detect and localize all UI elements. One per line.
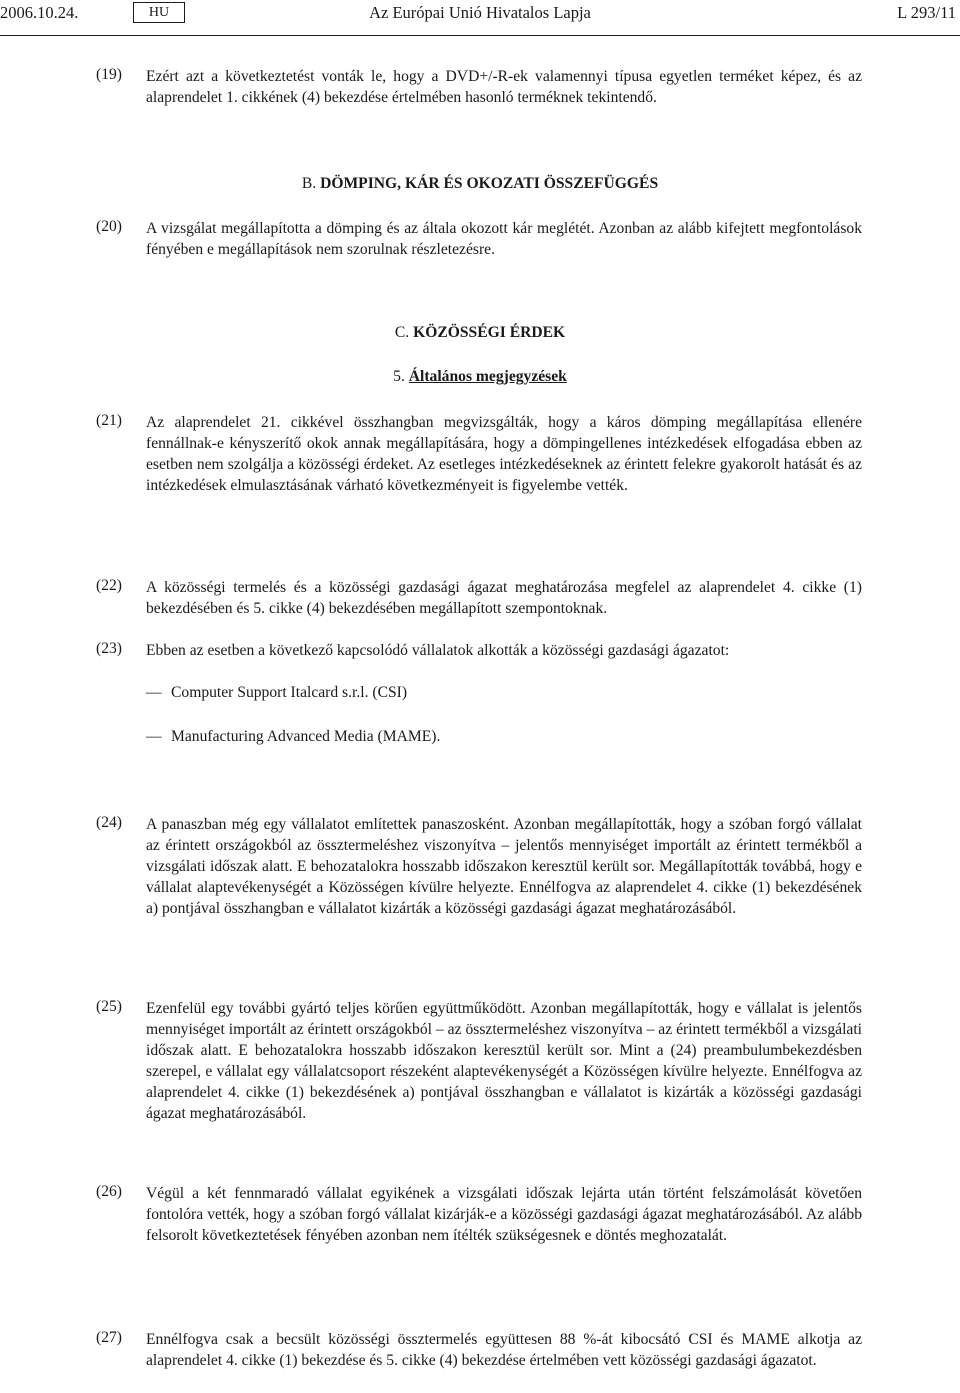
- paragraph-number: (19): [96, 66, 122, 83]
- paragraph-number: (22): [96, 577, 122, 594]
- paragraph-text: A vizsgálat megállapította a dömping és az általa okozott kár meglétét. Azonban az alább kifejtett megfontolások fényében e megállapítások nem szorulnak részletezésre.: [146, 220, 862, 258]
- language-badge: HU: [133, 2, 185, 23]
- section-label: 5.: [393, 368, 405, 385]
- paragraph-number: (21): [96, 412, 122, 429]
- paragraph-number: (25): [96, 998, 122, 1015]
- section-heading-c: [0, 324, 960, 342]
- page-number: L 293/11: [897, 3, 956, 22]
- paragraph-number: (23): [96, 640, 122, 657]
- paragraph-text: Ennélfogva csak a becsült közösségi össztermelés együttesen 88 %-át kibocsátó CSI és MAME alkotja az alaprendelet 4. cikke (1) bekezdése és 5. cikke (4) bekezdése értelmében vett közösségi gazdasági ágazatot.: [146, 1331, 862, 1369]
- paragraph-text: Az alaprendelet 21. cikkével összhangban megvizsgálták, hogy a káros dömping megállapítása ellenére fennállnak-e kényszerítő okok annak megállapítására, hogy a dömpingellenes intézkedések elfogadása ebben az esetben nem szolgálja a közösségi érdeket. Az esetleges intézkedéseknek az érintett felekre gyakorolt hatását és az intézkedések elmulasztásának várható következményeit is figyelembe vették.: [146, 414, 862, 494]
- section-title: KÖZÖSSÉGI ÉRDEK: [413, 324, 566, 341]
- section-title: Általános megjegyzések: [408, 368, 567, 385]
- section-label: B.: [301, 175, 317, 192]
- paragraph-number: (24): [96, 814, 122, 831]
- paragraph-text: A panaszban még egy vállalatot említettek panaszosként. Azonban megállapították, hogy a szóban forgó vállalat az érintett országokból az össztermeléshez viszonyítva – jelentős mennyiséget importált az érintett termékből a vizsgálati időszak alatt. E behozatalokra hosszabb időszakon keresztül került sor. Megállapították továbbá, hogy e vállalat alaptevékenységét a Közösségen kívülre helyezte. Ennélfogva az alaprendelet 4. cikke (1) bekezdésének a) pontjával összhangban e vállalatot kizárták a közösségi gazdasági ágazat meghatározásából.: [146, 816, 862, 917]
- header-divider: [0, 35, 960, 36]
- paragraph-number: (26): [96, 1183, 122, 1200]
- paragraph-number: (20): [96, 218, 122, 235]
- paragraph-text: Ezért azt a következtetést vonták le, hogy a DVD+/-R-ek valamennyi típusa egyetlen terméket képez, és az alaprendelet 1. cikkének (4) bekezdése értelmében hasonló terméknek tekintendő.: [146, 68, 862, 106]
- list-item: — Manufacturing Advanced Media (MAME).: [146, 728, 440, 746]
- journal-title: Az Európai Unió Hivatalos Lapja: [369, 3, 591, 22]
- section-heading-b: [0, 175, 960, 193]
- paragraph-number: (27): [96, 1329, 122, 1346]
- section-label: C.: [394, 324, 410, 341]
- section-heading-5: [0, 368, 960, 386]
- publication-date: 2006.10.24.: [0, 3, 79, 22]
- paragraph-text: A közösségi termelés és a közösségi gazdasági ágazat meghatározása megfelel az alaprendelet 4. cikke (1) bekezdésében és 5. cikke (4) bekezdésében megállapított szempontoknak.: [146, 579, 862, 617]
- paragraph-text: Ezenfelül egy további gyártó teljes körűen együttműködött. Azonban megállapították, hogy e vállalat is jelentős mennyiséget importált az érintett országokból – az össztermeléshez viszonyítva – az érintett termékből a vizsgálati időszak alatt. E behozatalokra hosszabb időszakon keresztül került sor. Mint a (24) preambulumbekezdésben szerepel, e vállalat egy vállalatcsoport részeként alaptevékenységét a Közösségen kívülre helyezte. Ennélfogva az alaprendelet 4. cikke (1) bekezdésének a) pontjával összhangban e vállalatot is kizárták a közösségi gazdasági ágazat meghatározásából.: [146, 1000, 862, 1122]
- section-title: DÖMPING, KÁR ÉS OKOZATI ÖSSZEFÜGGÉS: [320, 175, 659, 192]
- paragraph-text: Végül a két fennmaradó vállalat egyikének a vizsgálati időszak lejárta után történt felszámolását követően fontolóra vették, hogy a szóban forgó vállalat kizárják-e a közösségi gazdasági ágazat meghatározásából. Az alább felsorolt következtetések fényében azonban nem ítélték szükségesnek e döntés meghozatalát.: [146, 1185, 862, 1244]
- paragraph-text: Ebben az esetben a következő kapcsolódó vállalatok alkották a közösségi gazdasági ágazatot:: [146, 642, 730, 659]
- list-item: — Computer Support Italcard s.r.l. (CSI): [146, 684, 407, 702]
- page-header: [0, 3, 960, 25]
